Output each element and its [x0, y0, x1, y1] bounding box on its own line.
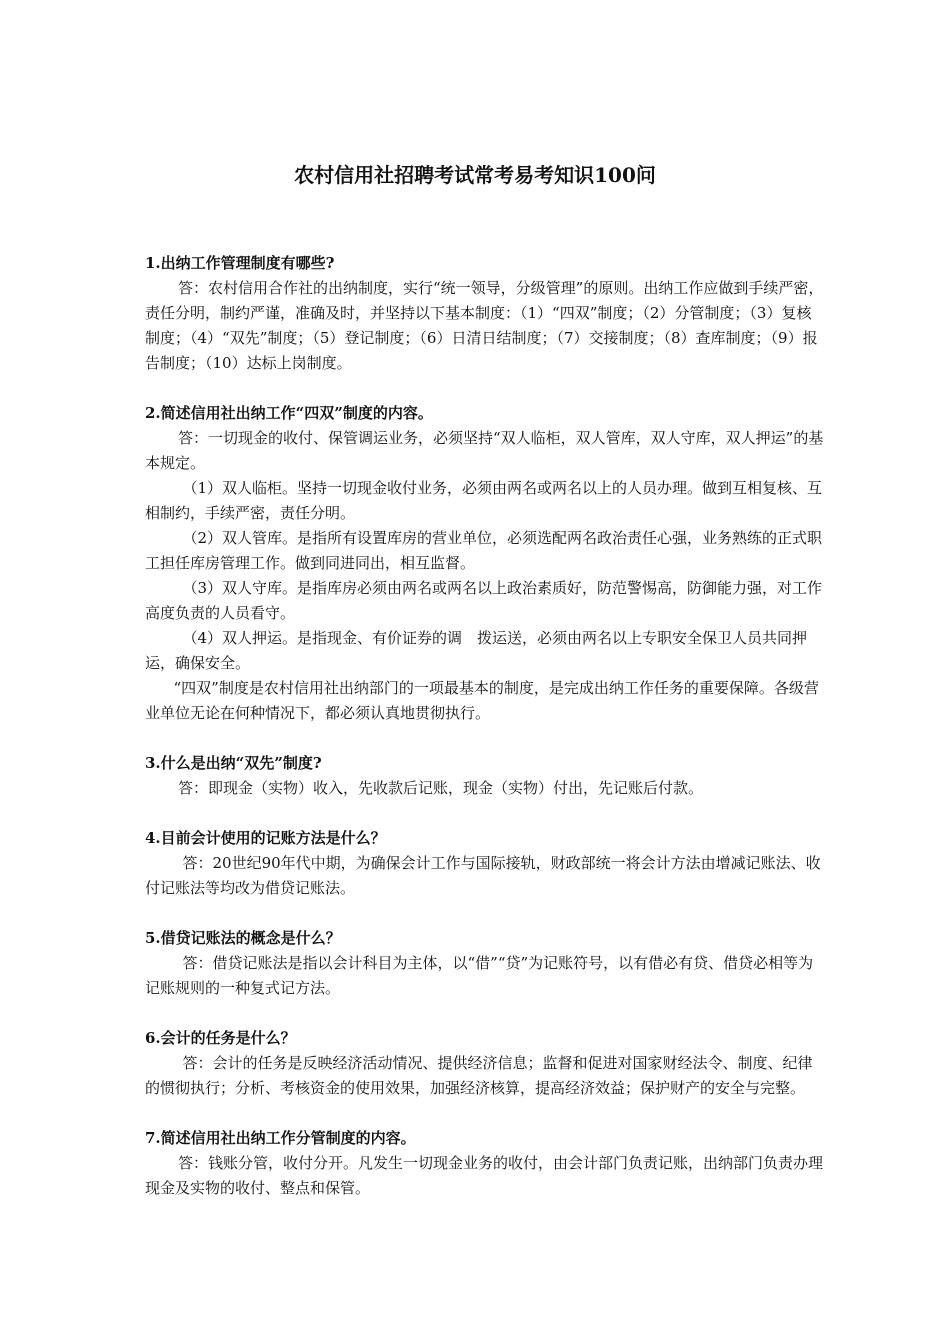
qa-section-5	[145, 926, 825, 1001]
qa-section-4	[145, 826, 825, 901]
question-heading: 6.会计的任务是什么？	[145, 1029, 296, 1047]
answer-paragraph: 答：钱账分管，收付分开。凡发生一切现金业务的收付，由会计部门负责记账，出纳部门负责办理现金及实物的收付、整点和保管。	[145, 1154, 824, 1197]
qa-section-6	[145, 1026, 825, 1101]
document-body	[145, 251, 825, 1226]
answer-paragraph: （1）双人临柜。坚持一切现金收付业务，必须由两名或两名以上的人员办理。做到互相复核、互相制约，手续严密，责任分明。	[145, 479, 823, 522]
answer-paragraph: （2）双人管库。是指所有设置库房的营业单位，必须选配两名政治责任心强，业务熟练的正式职工担任库房管理工作。做到同进同出，相互监督。	[145, 529, 823, 572]
question-heading: 1.出纳工作管理制度有哪些?	[145, 254, 335, 272]
answer-paragraph: （4）双人押运。是指现金、有价证券的调 拨运送，必须由两名以上专职安全保卫人员共同押运，确保安全。	[145, 629, 808, 672]
question-heading: 3.什么是出纳“双先”制度?	[145, 754, 322, 772]
qa-section-3	[145, 751, 825, 801]
question-heading: 7.简述信用社出纳工作分管制度的内容。	[145, 1129, 416, 1147]
answer-paragraph: （3）双人守库。是指库房必须由两名或两名以上政治素质好，防范警惕高，防御能力强，对工作高度负责的人员看守。	[145, 579, 823, 622]
answer-paragraph: 答：借贷记账法是指以会计科目为主体，以“借”“贷”为记账符号，以有借必有贷、借贷必相等为记账规则的一种复式记方法。	[145, 954, 814, 997]
qa-section-7	[145, 1126, 825, 1201]
question-heading: 4.目前会计使用的记账方法是什么？	[145, 829, 386, 847]
answer-paragraph: 答：即现金（实物）收入，先收款后记账，现金（实物）付出，先记账后付款。	[178, 779, 704, 797]
document-title: 农村信用社招聘考试常考易考知识100问	[294, 163, 656, 187]
question-heading: 5.借贷记账法的概念是什么？	[145, 929, 341, 947]
answer-paragraph: 答：农村信用合作社的出纳制度，实行“统一领导，分级管理”的原则。出纳工作应做到手续严密，责任分明，制约严谨，准确及时，并坚持以下基本制度：（1）“四双”制度；（2）分管制度；（3）复核制度；（4）“双先”制度；（5）登记制度；（6）日清日结制度；（7）交接制度；（8）查库制度；（9）报告制度；（10）达标上岗制度。	[145, 279, 824, 372]
answer-paragraph: 答：一切现金的收付、保管调运业务，必须坚持“双人临柜，双人管库，双人守库，双人押运”的基本规定。	[145, 429, 824, 472]
answer-paragraph: 答：20世纪90年代中期，为确保会计工作与国际接轨，财政部统一将会计方法由增减记账法、收付记账法等均改为借贷记账法。	[145, 854, 821, 897]
qa-section-1	[145, 251, 825, 376]
question-heading: 2.简述信用社出纳工作“四双”制度的内容。	[145, 404, 433, 422]
answer-paragraph: 答：会计的任务是反映经济活动情况、提供经济信息；监督和促进对国家财经法令、制度、纪律的惯彻执行；分析、考核资金的使用效果，加强经济核算，提高经济效益；保护财产的安全与完整。	[145, 1054, 813, 1097]
qa-section-2	[145, 401, 825, 726]
answer-paragraph: “四双”制度是农村信用社出纳部门的一项最基本的制度，是完成出纳工作任务的重要保障。各级营业单位无论在何种情况下，都必须认真地贯彻执行。	[145, 679, 819, 722]
